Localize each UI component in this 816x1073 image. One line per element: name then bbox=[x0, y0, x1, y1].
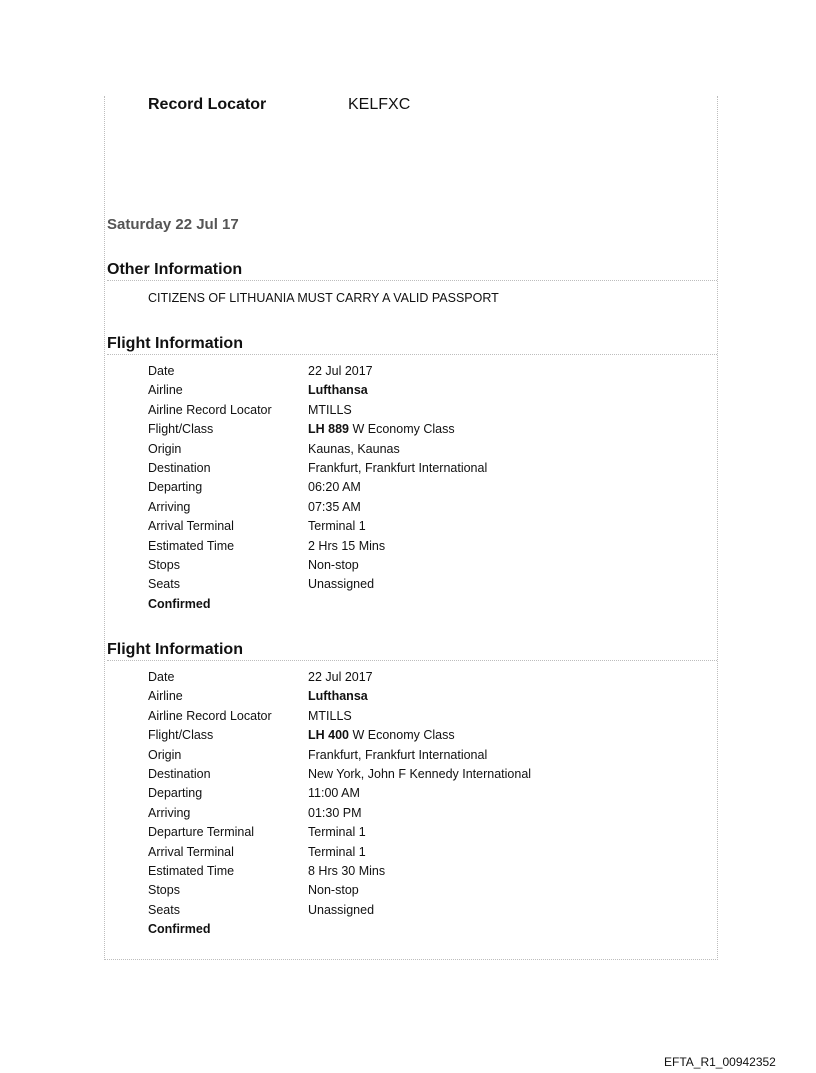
label: Airline bbox=[148, 689, 183, 704]
value: Terminal 1 bbox=[308, 519, 366, 534]
flight-1-stops-row bbox=[148, 556, 487, 575]
other-information-text: CITIZENS OF LITHUANIA MUST CARRY A VALID PASSPORT bbox=[148, 291, 499, 305]
flight-1-destination-row bbox=[148, 459, 487, 478]
label: Departing bbox=[148, 480, 203, 495]
value: MTILLS bbox=[308, 402, 352, 417]
label: Airline Record Locator bbox=[148, 402, 272, 417]
label: Departure Terminal bbox=[148, 825, 255, 840]
flight-2-arrival-terminal-row bbox=[148, 843, 531, 862]
value: Non-stop bbox=[308, 557, 359, 572]
flight-1-date-row bbox=[148, 362, 487, 381]
flight-2-seats-row bbox=[148, 901, 531, 920]
label: Date bbox=[148, 364, 175, 378]
label: Departing bbox=[148, 786, 203, 801]
value: 11:00 AM bbox=[308, 786, 360, 801]
value: New York, John F Kennedy International bbox=[308, 766, 532, 781]
value: Lufthansa bbox=[308, 689, 368, 704]
flight-2-stops-row bbox=[148, 881, 531, 900]
label: Date bbox=[148, 670, 175, 684]
record-locator-label: Record Locator bbox=[148, 96, 267, 113]
value: 2 Hrs 15 Mins bbox=[308, 538, 386, 553]
class: W Economy Class bbox=[352, 422, 455, 437]
label: Airline Record Locator bbox=[148, 708, 272, 723]
flight-1-record-locator-row bbox=[148, 401, 487, 420]
flight-2-origin-row bbox=[148, 746, 531, 765]
flight-1-details bbox=[148, 362, 487, 614]
label: Airline bbox=[148, 383, 183, 398]
flight-1-estimated-time-row bbox=[148, 537, 487, 556]
value: Terminal 1 bbox=[308, 825, 366, 840]
flight-1-arriving-row bbox=[148, 498, 487, 517]
other-information-title: Other Information bbox=[107, 261, 717, 281]
value: MTILLS bbox=[308, 708, 352, 723]
value: 8 Hrs 30 Mins bbox=[308, 863, 386, 878]
flight-2-flight-class-row bbox=[148, 726, 531, 745]
label: Stops bbox=[148, 557, 180, 572]
value: Kaunas, Kaunas bbox=[308, 441, 400, 456]
label: Arrival Terminal bbox=[148, 844, 234, 859]
flight-2-estimated-time-row bbox=[148, 862, 531, 881]
value: 07:35 AM bbox=[308, 499, 361, 514]
record-locator-value: KELFXC bbox=[348, 96, 411, 113]
label: Origin bbox=[148, 441, 182, 456]
flight-2-status: Confirmed bbox=[148, 922, 211, 937]
label: Flight/Class bbox=[148, 728, 214, 743]
flight-1-title: Flight Information bbox=[107, 335, 717, 355]
label: Flight/Class bbox=[148, 422, 214, 437]
label: Estimated Time bbox=[148, 538, 235, 553]
value: 22 Jul 2017 bbox=[308, 670, 373, 684]
flight-number: LH 889 bbox=[308, 422, 349, 437]
flight-2-destination-row bbox=[148, 765, 531, 784]
flight-2-date-row bbox=[148, 668, 531, 687]
label: Seats bbox=[148, 902, 180, 917]
flight-1-airline-row bbox=[148, 381, 487, 400]
label: Destination bbox=[148, 460, 211, 475]
flight-1-seats-row bbox=[148, 575, 487, 594]
flight-number: LH 400 bbox=[308, 728, 349, 743]
value: Terminal 1 bbox=[308, 844, 366, 859]
flight-1-status: Confirmed bbox=[148, 596, 211, 611]
value: 01:30 PM bbox=[308, 805, 362, 820]
label: Estimated Time bbox=[148, 863, 235, 878]
flight-2-title: Flight Information bbox=[107, 641, 717, 661]
class: W Economy Class bbox=[352, 728, 455, 743]
flight-2-departure-terminal-row bbox=[148, 823, 531, 842]
flight-1-arrival-terminal-row bbox=[148, 517, 487, 536]
flight-1-origin-row bbox=[148, 440, 487, 459]
flight-2-record-locator-row bbox=[148, 707, 531, 726]
label: Arriving bbox=[148, 499, 191, 514]
label: Arriving bbox=[148, 805, 191, 820]
flight-2-airline-row bbox=[148, 687, 531, 706]
value: 22 Jul 2017 bbox=[308, 364, 373, 378]
value: 06:20 AM bbox=[308, 480, 361, 495]
flight-2-departing-row bbox=[148, 784, 531, 803]
flight-2-details bbox=[148, 668, 531, 939]
value: Frankfurt, Frankfurt International bbox=[308, 747, 488, 762]
value: Frankfurt, Frankfurt International bbox=[308, 460, 488, 475]
flight-1-departing-row bbox=[148, 478, 487, 497]
flight-2-arriving-row bbox=[148, 804, 531, 823]
value: Lufthansa bbox=[308, 383, 368, 398]
date-heading: Saturday 22 Jul 17 bbox=[107, 216, 239, 233]
value: Unassigned bbox=[308, 902, 375, 917]
flight-1-flight-class-row bbox=[148, 420, 487, 439]
label: Seats bbox=[148, 577, 180, 592]
label: Destination bbox=[148, 766, 211, 781]
document-id: EFTA_R1_00942352 bbox=[664, 1055, 776, 1069]
value: Non-stop bbox=[308, 883, 359, 898]
label: Arrival Terminal bbox=[148, 519, 234, 534]
label: Stops bbox=[148, 883, 180, 898]
label: Origin bbox=[148, 747, 182, 762]
value: Unassigned bbox=[308, 577, 375, 592]
